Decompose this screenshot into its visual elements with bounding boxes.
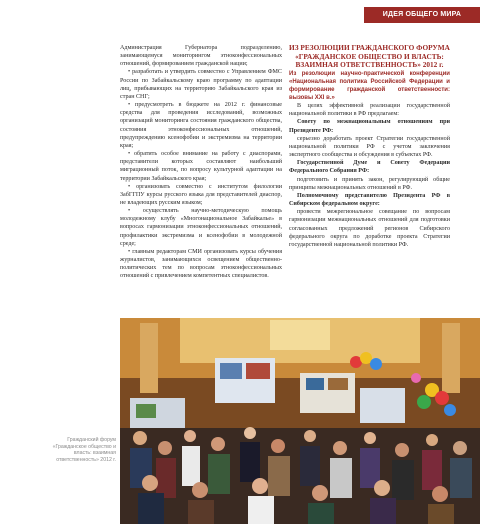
left-paragraph: Администрация Губернатора подразделению, занимающемуся мониторингом этноконфессиональных отношений, формированием гражданской нации; (120, 45, 282, 68)
left-paragraph: • главным редакторам СМИ организовать курсы обучения журналистов, занимающихся освещением общественно-политических тем по вопросам этноконфессиональных отношений с привлечением компетентных специалистов. (120, 248, 282, 280)
left-paragraph: • обратить особое внимание на работу с диаспорами, представители которых составляют наибольший миграционный поток, по вопросу культурной адаптации на территории Забайкальского края; (120, 151, 282, 182)
left-paragraph: • разработать и утвердить совместно с Управлением ФМС России по Забайкальскому краю программу по адаптации лиц, прибывающих на территорию Забайкальского края из стран СНГ; (120, 69, 282, 100)
right-paragraph: провести межрегиональное совещание по вопросам гармонизации межнациональных отношений для подготовки согласованных предложений регионов Сибирского федерального округа по доработке проекта Стратегии государственной национальной политики РФ. (289, 209, 450, 248)
right-paragraph: В целях эффективной реализации государственной национальной политики в РФ предлагаем: (289, 103, 450, 118)
right-paragraph: серьезно доработать проект Стратегии государственной национальной политики РФ с учетом заключения экспертного сообщества и обсуждения в субъектах РФ. (289, 135, 450, 159)
forum-hall-illustration (120, 318, 480, 524)
resolution-title: ИЗ РЕЗОЛЮЦИИ ГРАЖДАНСКОГО ФОРУМА «ГРАЖДАНСКОЕ ОБЩЕСТВО И ВЛАСТЬ: ВЗАИМНАЯ ОТВЕТСТВЕННОСТЬ» 2012 г. (289, 43, 450, 70)
left-text-column (120, 44, 282, 281)
right-paragraph: подготовить и принять закон, регулирующий общие принципы межнациональных отношений в РФ. (289, 176, 450, 191)
photo-caption: Гражданский форум «Гражданское общество и власть: взаимная ответственность» 2012 г. (52, 437, 116, 463)
right-text-column (289, 44, 450, 249)
addressee-heading: Полномочному представителю Президента РФ в Сибирском федеральном округе: (289, 192, 450, 208)
forum-photo (120, 318, 480, 524)
addressee-heading: Совету по межнациональным отношениям при Президенте РФ: (289, 119, 450, 134)
section-header-tab: ИДЕЯ ОБЩЕГО МИРА (364, 7, 480, 23)
left-paragraph: • организовать совместно с институтом филологии ЗабГГПУ курсы русского языка для представителей диаспор, не владеющих русским языком; (120, 183, 282, 206)
resolution-subtitle: Из резолюции научно-практической конференции «Национальная политика Российской Федерации и формирование гражданской ответственности: вызовы XXI в.» (289, 70, 450, 102)
left-paragraph: • осуществлять научно-методическую помощь молодежному клубу «Многонациональное Забайкалье» в вопросах гармонизации этноконфессиональных отношений, профилактики экстремизма и ксенофобии в молодежной среде; (120, 208, 282, 247)
addressee-heading: Государственной Думе и Совету Федерации Федерального Собрания РФ: (289, 160, 450, 175)
left-paragraph: • предусмотреть в бюджете на 2012 г. финансовые средства для проведения исследований, возможных организаций мониторинга состояния гражданского общества, состояния этноконфессиональных отношений, предупреждению ксенофобии и экстремизма на территории края; (120, 102, 282, 149)
